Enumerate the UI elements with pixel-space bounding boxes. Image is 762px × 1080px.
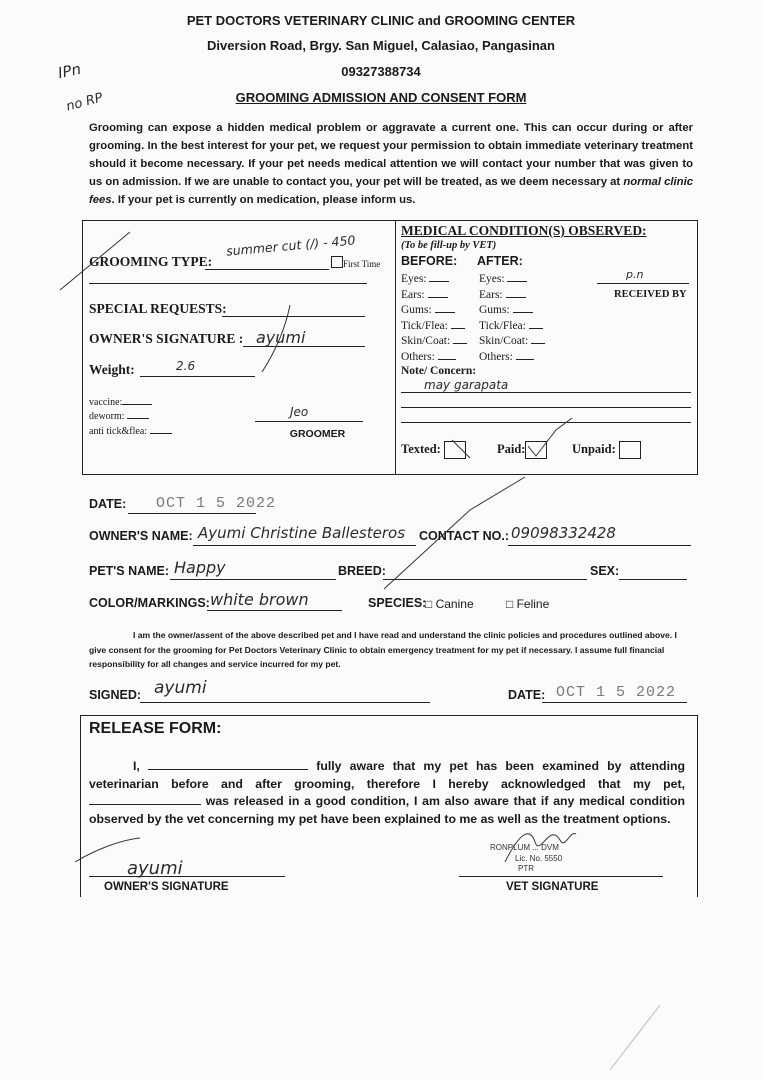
intro-text-end: . If your pet is currently on medication, please inform us.: [111, 194, 416, 206]
form-title: GROOMING ADMISSION AND CONSENT FORM: [235, 90, 527, 105]
texted-field: Texted:: [401, 441, 466, 459]
medical-subtitle: (To be fill-up by VET): [401, 240, 497, 251]
consent-text: I am the owner/assent of the above described pet and I have read and understand the clinic policies and procedures outlined above. I give consent for the grooming for Pet Doctors Veterinary Clinic to obtain emergency treatment for my pet if necessary. I assume full financial responsibility for all changes and service incurred for my pet.: [89, 630, 677, 669]
margin-note: no RP: [64, 90, 105, 115]
date-stamp: OCT 1 5 2022: [156, 495, 277, 512]
first-time-label: First Time: [343, 259, 381, 269]
medical-title: MEDICAL CONDITION(S) OBSERVED:: [401, 223, 647, 238]
pet-name-label: PET'S NAME:: [89, 564, 170, 578]
contact-label: CONTACT NO.:: [419, 529, 510, 543]
owner-name-label: OWNER'S NAME:: [89, 529, 193, 543]
vet-stamp-ptr: PTR: [518, 864, 534, 873]
paid-field: Paid:: [497, 441, 547, 459]
feline-option[interactable]: □ Feline: [506, 597, 550, 611]
pet-name-value: Happy: [174, 558, 226, 577]
received-by-label: RECEIVED BY: [614, 289, 687, 300]
grooming-type-label: GROOMING TYPE:: [89, 254, 213, 269]
note-value: may garapata: [424, 378, 509, 392]
groomer-label: GROOMER: [289, 428, 346, 440]
vet-stamp-license: Lic. No. 5550: [515, 854, 563, 863]
clinic-name: PET DOCTORS VETERINARY CLINIC and GROOMING CENTER: [186, 13, 576, 28]
special-requests-label: SPECIAL REQUESTS:: [89, 301, 227, 316]
owner-signature-label: OWNER'S SIGNATURE :: [89, 331, 244, 346]
antitick-label: anti tick&flea:: [89, 426, 172, 437]
sex-field[interactable]: [619, 563, 687, 580]
consent-date-label: DATE:: [508, 688, 546, 702]
clinic-address: Diversion Road, Brgy. San Miguel, Calasiao, Pangasinan: [207, 38, 555, 53]
weight-label: Weight:: [89, 362, 135, 377]
owner-signature-release: ayumi: [127, 858, 183, 879]
date-label: DATE:: [89, 497, 127, 511]
release-name-field[interactable]: [148, 758, 308, 770]
contact-value: 09098332428: [511, 524, 616, 542]
owner-sig-label: OWNER'S SIGNATURE: [104, 881, 229, 893]
owner-signature-value: ayumi: [256, 328, 306, 347]
vet-sig-label: VET SIGNATURE: [506, 881, 599, 893]
vet-signature-scribble: [500, 822, 580, 872]
release-pet-field[interactable]: [89, 793, 201, 805]
deworm-label: deworm:: [89, 411, 149, 422]
canine-option[interactable]: □ Canine: [425, 597, 474, 611]
vet-stamp-name: RONPLUM ... DVM: [490, 843, 559, 852]
feline-label: Feline: [516, 597, 550, 611]
color-value: white brown: [210, 590, 309, 609]
before-list: Eyes: Ears: Gums: Tick/Flea: Skin/Coat: Others:: [401, 272, 467, 365]
clinic-phone: 09327388734: [341, 64, 421, 79]
intro-emphasis: normal clinic fees: [89, 176, 693, 206]
note-label: Note/ Concern:: [401, 365, 477, 377]
after-label: AFTER:: [477, 254, 523, 268]
color-label: COLOR/MARKINGS:: [89, 596, 210, 610]
owner-sig-line: [89, 876, 285, 877]
margin-note: IPn: [56, 59, 83, 83]
canine-label: Canine: [435, 597, 474, 611]
grooming-type-value: summer cut (/) - 450: [225, 232, 356, 259]
breed-label: BREED:: [338, 564, 386, 578]
received-by-value: p.n: [626, 268, 644, 281]
species-label: SPECIES:: [368, 596, 427, 610]
release-text: I, fully aware that my pet has been examined by attending veterinarian before and after grooming, therefore I hereby acknowledged that my pet, was released in a good condition, I am also aware that if any medical condition observed by the vet concerning my pet have been explained to me as well as the treatment options.: [89, 759, 686, 826]
consent-date-stamp: OCT 1 5 2022: [556, 684, 677, 701]
sex-label: SEX:: [590, 564, 620, 578]
weight-value: 2.6: [176, 359, 196, 373]
signed-label: SIGNED:: [89, 688, 142, 702]
breed-field[interactable]: [383, 563, 587, 580]
groomer-signature: Jeo: [290, 405, 309, 419]
vet-sig-line: [459, 876, 663, 877]
intro-text: Grooming can expose a hidden medical problem or aggravate a current one. This can occur during or after grooming. In the best interest for your pet, we request your permission to obtain immediate veterinary treatment should it become necessary. If your pet needs medical attention we will contact your number that was given to us on admission. If we are unable to contact you, your pet will be treated, as we deem necessary at: [89, 122, 693, 188]
after-list: Eyes: Ears: Gums: Tick/Flea: Skin/Coat: Others:: [479, 272, 545, 365]
before-label: BEFORE:: [401, 254, 458, 268]
vaccine-label: vaccine:: [89, 397, 152, 408]
signed-value: ayumi: [154, 678, 207, 698]
unpaid-field: Unpaid:: [572, 441, 641, 459]
owner-name-value: Ayumi Christine Ballesteros: [198, 524, 406, 542]
release-title: RELEASE FORM:: [89, 720, 222, 737]
